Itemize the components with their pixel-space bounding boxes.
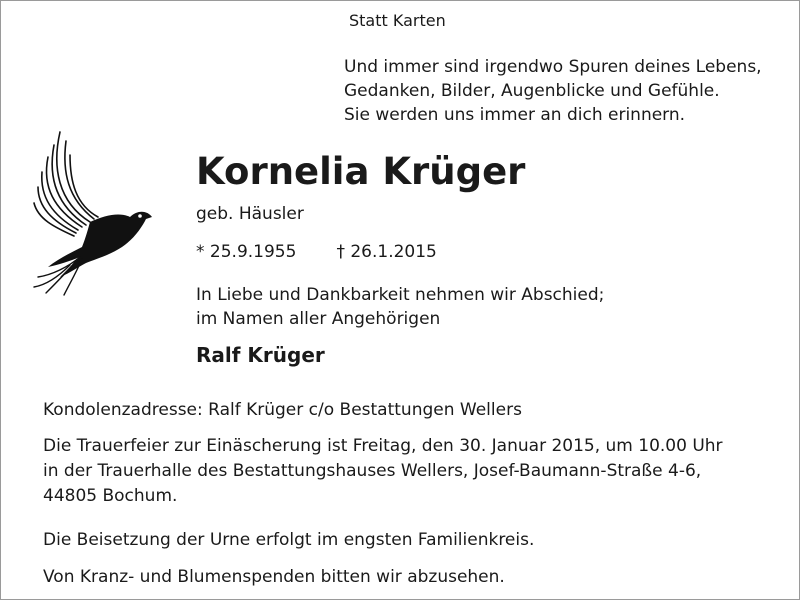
poem-line: Sie werden uns immer an dich erinnern.: [344, 105, 686, 125]
condolence-address: Kondolenzadresse: Ralf Krüger c/o Bestattungen Wellers: [43, 400, 522, 420]
flowers-note: Von Kranz- und Blumenspenden bitten wir abzusehen.: [43, 567, 505, 587]
header-note: Statt Karten: [349, 11, 446, 30]
farewell-line: im Namen aller Angehörigen: [196, 309, 441, 329]
ceremony-info: [43, 434, 763, 509]
ceremony-line: in der Trauerhalle des Bestattungshauses Wellers, Josef-Baumann-Straße 4-6,: [43, 461, 702, 481]
ceremony-line: Die Trauerfeier zur Einäscherung ist Freitag, den 30. Januar 2015, um 10.00 Uhr: [43, 436, 723, 456]
signer-name: Ralf Krüger: [196, 343, 325, 367]
farewell-text: [196, 283, 604, 331]
poem-line: Gedanken, Bilder, Augenblicke und Gefühle.: [344, 81, 720, 101]
dove-icon: [30, 127, 155, 297]
birth-date: * 25.9.1955: [196, 242, 297, 262]
life-dates: [196, 241, 437, 263]
poem-line: Und immer sind irgendwo Spuren deines Lebens,: [344, 57, 762, 77]
poem: [344, 55, 762, 127]
deceased-name: Kornelia Krüger: [196, 150, 526, 193]
birth-name: geb. Häusler: [196, 204, 304, 224]
farewell-line: In Liebe und Dankbarkeit nehmen wir Abschied;: [196, 285, 605, 305]
death-date: † 26.1.2015: [336, 242, 437, 262]
ceremony-line: 44805 Bochum.: [43, 486, 178, 506]
burial-info: Die Beisetzung der Urne erfolgt im engsten Familienkreis.: [43, 530, 535, 550]
